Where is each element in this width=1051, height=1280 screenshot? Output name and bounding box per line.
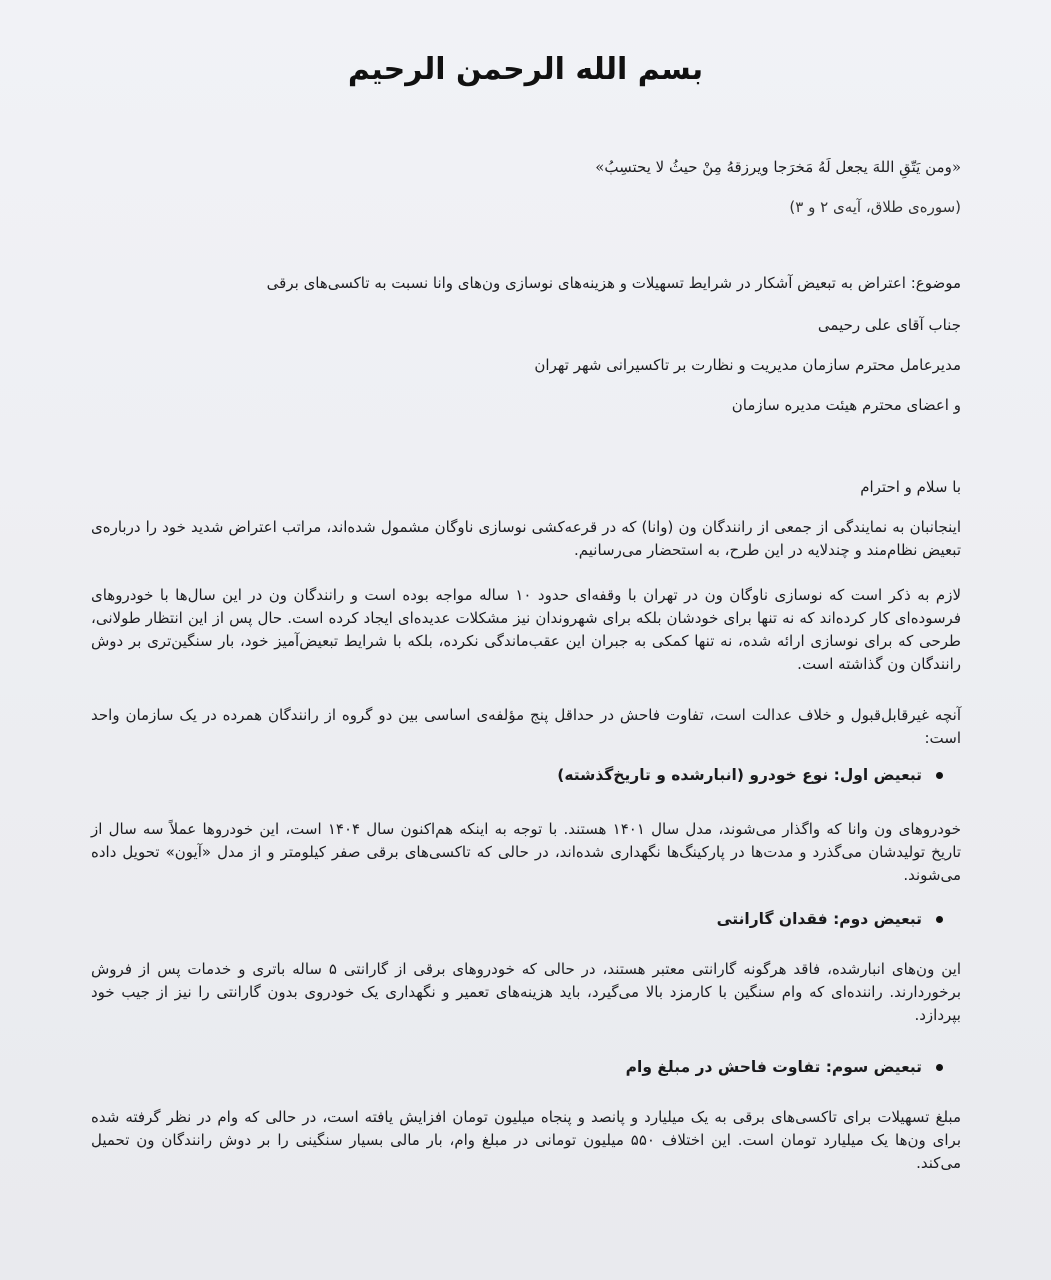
section-title-3 (626, 1058, 943, 1076)
section-title-text: تبعیض اول: نوع خودرو (انبارشده و تاریخ‌گذشته) (557, 766, 922, 784)
section-title-1 (557, 766, 943, 784)
bullet-icon (936, 1064, 943, 1071)
bullet-icon (936, 772, 943, 779)
paragraph-unfair: آنچه غیرقابل‌قبول و خلاف عدالت است، تفاوت فاحش در حداقل پنج مؤلفه‌ی اساسی بین دو گروه از رانندگان همرده در یک سازمان واحد است: (91, 706, 961, 747)
verse-reference: (سوره‌ی طلاق، آیه‌ی ۲ و ۳) (789, 198, 961, 216)
paragraph-intro: اینجانبان به نمایندگی از جمعی از رانندگان ون (وانا) که در قرعه‌کشی نوسازی ناوگان مشمول شده‌اند، مراتب اعتراض شدید خود را درباره‌ی تبعیض نظام‌مند و چندلایه در این طرح، به استحضار می‌رسانیم. (91, 518, 961, 559)
section-body-2: این ون‌های انبارشده، فاقد هرگونه گارانتی معتبر هستند، در حالی که خودروهای برقی از گارانتی ۵ ساله باتری و خدمات پس از فروش برخوردارند. راننده‌ای که وام سنگین با کارمزد بالا می‌گیرد، باید هزینه‌های تعمیر و نگهداری یک خودروی بدون گارانتی را نیز از جیب خود بپردازد. (91, 960, 961, 1024)
paragraph-background: لازم به ذکر است که نوسازی ناوگان ون در تهران با وقفه‌ای حدود ۱۰ ساله مواجه بوده است و رانندگان ون در این سال‌ها با خودروهای فرسوده‌ای کار کرده‌اند که نه تنها برای خودشان بلکه برای شهروندان نیز مشکلات عدیده‌ای ایجاد کرده است. حال پس از این انتظار طولانی، طرحی که برای نوسازی ارائه شده، نه تنها کمکی به جبران این عقب‌ماندگی نکرده، بلکه با شرایط تبعیض‌آمیز خود، بار سنگین‌تری بر دوش رانندگان ون گذاشته است. (91, 586, 962, 673)
bullet-icon (936, 916, 943, 923)
section-title-text: تبعیض سوم: تفاوت فاحش در مبلغ وام (625, 1058, 922, 1076)
letter-subject: موضوع: اعتراض به تبعیض آشکار در شرایط تسهیلات و هزینه‌های نوسازی ون‌های وانا نسبت به تاکسی‌های برقی (266, 274, 961, 292)
recipient-title: مدیرعامل محترم سازمان مدیریت و نظارت بر تاکسیرانی شهر تهران (534, 356, 961, 374)
section-title-text: تبعیض دوم: فقدان گارانتی (716, 910, 922, 928)
recipient-board: و اعضای محترم هیئت مدیره سازمان (731, 396, 961, 414)
quran-verse: «ومن یَتّقِ اللهَ یجعل لَهُ مَخرَجا ویرزقهُ مِنْ حیثُ لا یحتسِبُ» (595, 158, 961, 176)
section-body-3: مبلغ تسهیلات برای تاکسی‌های برقی به یک میلیارد و پانصد و پنجاه میلیون تومان افزایش یافته است، در حالی که وام در نظر گرفته شده برای ون‌ها یک میلیارد تومان است. این اختلاف ۵۵۰ میلیون تومانی در مبلغ وام، بار مالی بسیار سنگینی را بر دوش رانندگان ون تحمیل می‌کند. (91, 1108, 962, 1172)
page-title: بسم الله الرحمن الرحیم (347, 52, 704, 87)
section-body-1: خودروهای ون وانا که واگذار می‌شوند، مدل سال ۱۴۰۱ هستند. با توجه به اینکه هم‌اکنون سال ۱۴۰۴ است، این خودروها عملاً سه سال از تاریخ تولیدشان می‌گذرد و مدت‌ها در پارکینگ‌ها نگهداری شده‌اند، در حالی که تاکسی‌های برقی صفر کیلومتر و از مدل «آیون» تحویل داده می‌شوند. (91, 820, 962, 884)
section-title-2 (717, 910, 943, 928)
recipient-name: جناب آقای علی رحیمی (817, 316, 961, 334)
greeting: با سلام و احترام (860, 478, 961, 496)
